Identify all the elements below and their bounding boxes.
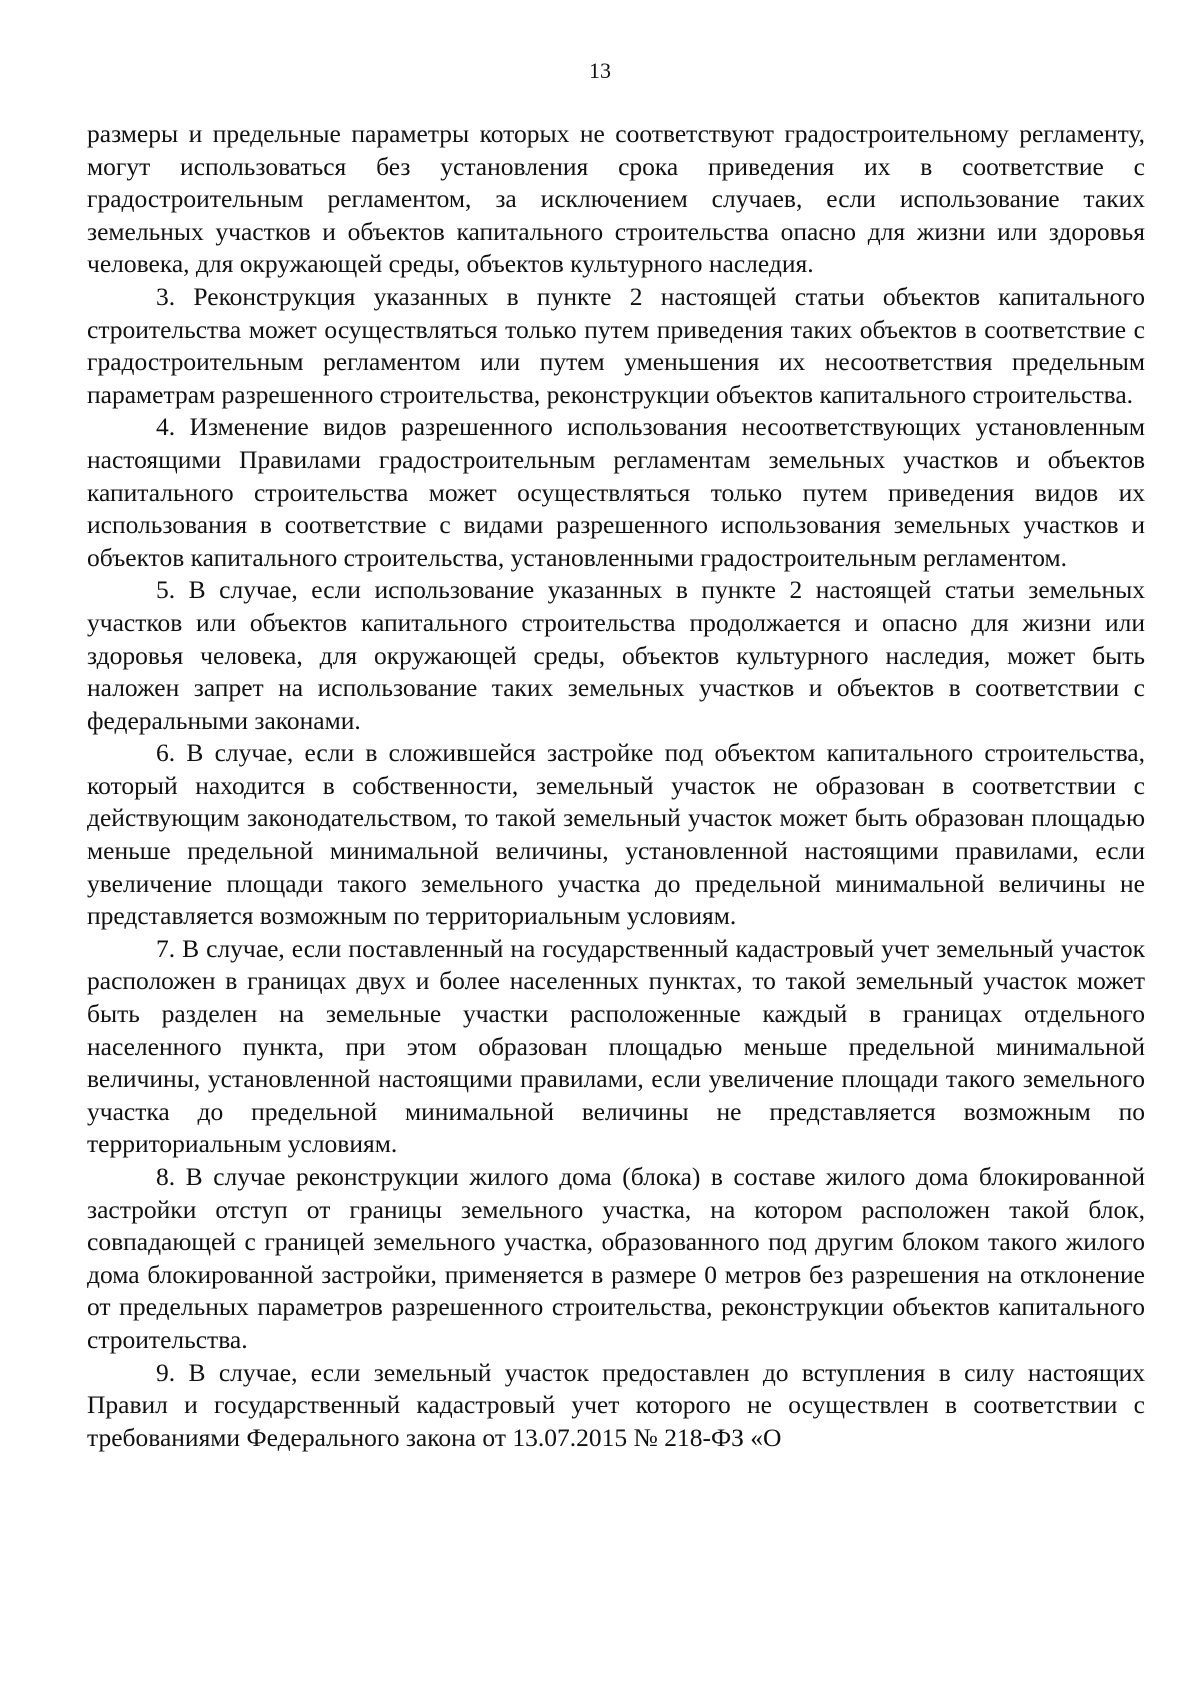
paragraph-continuation: размеры и предельные параметры которых не соответствуют градостроительному регламенту, могут использоваться без установления срока приведения их в соответствие с градостроительным регламентом, за исключением случаев, если использование таких земельных участков и объектов капитального строительства опасно для жизни или здоровья человека, для окружающей среды, объектов культурного наследия. <box>87 119 1145 279</box>
page-number: 13 <box>589 58 611 83</box>
paragraph-9: 9. В случае, если земельный участок предоставлен до вступления в силу настоящих Правил и государственный кадастровый учет которого не осуществлен в соответствии с требованиями Федерального закона от 13.07.2015 № 218-ФЗ «О <box>87 1357 1145 1452</box>
document-body <box>87 118 1145 1454</box>
paragraph-4: 4. Изменение видов разрешенного использования несоответствующих установленным настоящими Правилами градостроительным регламентам земельных участков и объектов капитального строительства может осуществляться только путем приведения видов их использования в соответствие с видами разрешенного использования земельных участков и объектов капитального строительства, установленными градостроительным регламентом. <box>87 412 1145 572</box>
paragraph-8: 8. В случае реконструкции жилого дома (блока) в составе жилого дома блокированной застройки отступ от границы земельного участка, на котором расположен такой блок, совпадающей с границей земельного участка, образованного под другим блоком такого жилого дома блокированной застройки, применяется в размере 0 метров без разрешения на отклонение от предельных параметров разрешенного строительства, реконструкции объектов капитального строительства. <box>87 1162 1145 1354</box>
paragraph-5: 5. В случае, если использование указанных в пункте 2 настоящей статьи земельных участков или объектов капитального строительства продолжается и опасно для жизни или здоровья человека, для окружающей среды, объектов культурного наследия, может быть наложен запрет на использование таких земельных участков и объектов в соответствии с федеральными законами. <box>87 575 1145 735</box>
paragraph-7: 7. В случае, если поставленный на государственный кадастровый учет земельный участок расположен в границах двух и более населенных пунктах, то такой земельный участок может быть разделен на земельные участки расположенные каждый в границах отдельного населенного пункта, при этом образован площадью меньше предельной минимальной величины, установленной настоящими правилами, если увеличение площади такого земельного участка до предельной минимальной величины не представляется возможным по территориальным условиям. <box>87 933 1145 1159</box>
paragraph-3: 3. Реконструкция указанных в пункте 2 настоящей статьи объектов капитального строительства может осуществляться только путем приведения таких объектов в соответствие с градостроительным регламентом или путем уменьшения их несоответствия предельным параметрам разрешенного строительства, реконструкции объектов капитального строительства. <box>87 281 1145 409</box>
paragraph-6: 6. В случае, если в сложившейся застройке под объектом капитального строительства, который находится в собственности, земельный участок не образован в соответствии с действующим законодательством, то такой земельный участок может быть образован площадью меньше предельной минимальной величины, установленной настоящими правилами, если увеличение площади такого земельного участка до предельной минимальной величины не представляется возможным по территориальным условиям. <box>87 738 1145 931</box>
